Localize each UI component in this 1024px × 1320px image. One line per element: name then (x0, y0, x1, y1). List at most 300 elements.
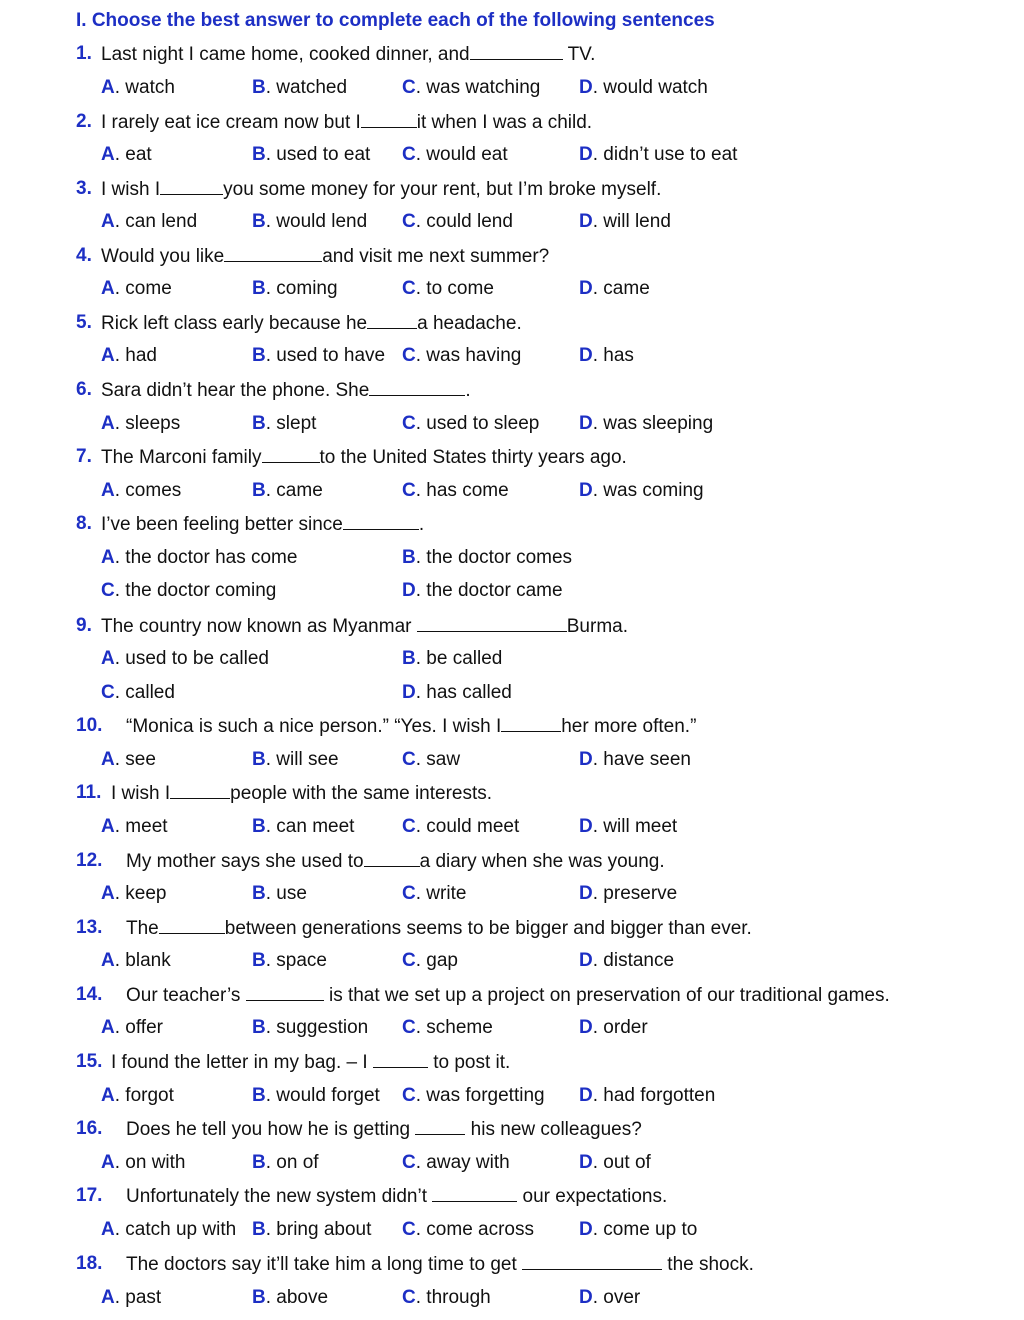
option-separator: . (592, 1152, 604, 1173)
question-text-after: it when I was a child. (416, 112, 593, 133)
answer-option[interactable] (252, 478, 323, 504)
option-letter: A (101, 1017, 115, 1038)
option-text: had forgotten (603, 1085, 716, 1106)
answer-option[interactable] (579, 411, 713, 437)
question-text (101, 243, 549, 270)
option-separator: . (592, 413, 604, 434)
option-text: comes (125, 480, 182, 501)
option-separator: . (265, 1152, 277, 1173)
answer-option[interactable] (101, 1150, 186, 1176)
option-letter: D (579, 413, 593, 434)
answer-option[interactable] (101, 142, 152, 168)
question-text-after: her more often.” (561, 716, 697, 737)
question-text-after: you some money for your rent, but I’m broke myself. (223, 179, 662, 200)
answer-option[interactable] (402, 578, 563, 604)
question-text-before: “Monica is such a nice person.” “Yes. I wish I (126, 716, 502, 737)
option-letter: C (402, 749, 416, 770)
question-text-after: is that we set up a project on preservation of our traditional games. (323, 985, 890, 1006)
question-text (126, 1251, 754, 1278)
option-letter: A (101, 883, 115, 904)
option-letter: C (402, 345, 416, 366)
answer-option[interactable] (252, 142, 370, 168)
option-text: use (276, 883, 307, 904)
option-separator: . (415, 682, 427, 703)
option-separator: . (265, 950, 277, 971)
option-text: saw (426, 749, 461, 770)
option-letter: A (101, 278, 115, 299)
answer-option[interactable] (252, 1217, 371, 1243)
answer-option[interactable] (252, 411, 316, 437)
question-text (101, 41, 595, 68)
answer-blank[interactable] (246, 982, 324, 1001)
answer-blank[interactable] (415, 1116, 465, 1135)
option-separator: . (114, 211, 126, 232)
question-number: 14. (76, 984, 103, 1005)
option-separator: . (114, 1152, 126, 1173)
answer-blank[interactable] (160, 176, 223, 195)
option-letter: C (402, 816, 416, 837)
option-letter: C (101, 682, 115, 703)
option-separator: . (415, 211, 427, 232)
option-letter: B (252, 1219, 266, 1240)
question-text-before: The (126, 918, 159, 939)
question-text-before: The doctors say it’ll take him a long time to get (126, 1254, 523, 1275)
answer-blank[interactable] (159, 915, 225, 934)
option-letter: C (402, 480, 416, 501)
option-text: used to have (276, 345, 386, 366)
option-text: suggestion (276, 1017, 369, 1038)
answer-option[interactable] (402, 1285, 491, 1311)
answer-blank[interactable] (470, 41, 563, 60)
question-text (101, 377, 471, 404)
option-separator: . (114, 883, 126, 904)
option-separator: . (265, 345, 277, 366)
option-separator: . (415, 278, 427, 299)
answer-blank[interactable] (417, 613, 567, 632)
answer-option[interactable] (101, 1285, 161, 1311)
option-letter: C (402, 77, 416, 98)
answer-option[interactable] (101, 411, 180, 437)
answer-option[interactable] (402, 1015, 493, 1041)
option-separator: . (265, 480, 277, 501)
question-text (126, 982, 890, 1009)
question-number: 8. (76, 513, 92, 534)
answer-option[interactable] (579, 881, 677, 907)
answer-option[interactable] (252, 75, 347, 101)
question-number: 5. (76, 312, 92, 333)
question-text (126, 1116, 642, 1143)
option-letter: D (579, 1085, 593, 1106)
option-separator: . (415, 749, 427, 770)
answer-option[interactable] (252, 343, 385, 369)
option-text: gap (426, 950, 458, 971)
option-separator: . (415, 77, 427, 98)
question-number: 18. (76, 1253, 103, 1274)
option-separator: . (592, 1287, 604, 1308)
question-text-after: to the United States thirty years ago. (319, 447, 627, 468)
option-separator: . (265, 1017, 277, 1038)
answer-blank[interactable] (364, 848, 420, 867)
answer-option[interactable] (402, 478, 509, 504)
option-separator: . (114, 580, 126, 601)
answer-option[interactable] (101, 747, 156, 773)
option-letter: A (101, 144, 115, 165)
question-number: 7. (76, 446, 92, 467)
answer-option[interactable] (402, 75, 540, 101)
question-text (111, 1049, 510, 1076)
answer-blank[interactable] (361, 109, 417, 128)
answer-option[interactable] (101, 948, 171, 974)
question-text (101, 176, 661, 203)
option-letter: B (252, 1017, 266, 1038)
answer-option[interactable] (101, 545, 297, 571)
answer-option[interactable] (402, 142, 508, 168)
question-text (101, 109, 592, 136)
option-text: past (125, 1287, 162, 1308)
option-separator: . (415, 1219, 427, 1240)
question-text-after: his new colleagues? (465, 1119, 642, 1140)
answer-option[interactable] (101, 680, 175, 706)
option-text: bring about (276, 1219, 372, 1240)
answer-option[interactable] (101, 1217, 236, 1243)
question-text-after: our expectations. (517, 1186, 668, 1207)
answer-option[interactable] (402, 343, 521, 369)
option-separator: . (114, 1219, 126, 1240)
option-text: come up to (603, 1219, 698, 1240)
answer-option[interactable] (402, 948, 458, 974)
option-text: would watch (603, 77, 708, 98)
option-text: keep (125, 883, 167, 904)
answer-blank[interactable] (170, 780, 230, 799)
question-text (126, 713, 696, 740)
option-separator: . (415, 580, 427, 601)
option-text: was coming (603, 480, 704, 501)
question-text-before: Last night I came home, cooked dinner, and (101, 44, 470, 65)
answer-option[interactable] (252, 1015, 368, 1041)
option-text: can meet (276, 816, 355, 837)
option-separator: . (592, 1219, 604, 1240)
option-text: will meet (603, 816, 678, 837)
answer-option[interactable] (579, 142, 737, 168)
option-letter: D (402, 682, 416, 703)
answer-option[interactable] (579, 948, 674, 974)
answer-option[interactable] (402, 1150, 510, 1176)
option-text: space (276, 950, 327, 971)
question-number: 3. (76, 178, 92, 199)
option-letter: B (252, 480, 266, 501)
question-text-after: TV. (562, 44, 596, 65)
option-text: away with (426, 1152, 510, 1173)
option-letter: D (579, 883, 593, 904)
question-text-before: Unfortunately the new system didn’t (126, 1186, 433, 1207)
option-separator: . (265, 77, 277, 98)
answer-option[interactable] (579, 1285, 640, 1311)
question-text-after: between generations seems to be bigger and bigger than ever. (224, 918, 752, 939)
option-separator: . (265, 1219, 277, 1240)
answer-option[interactable] (402, 1083, 545, 1109)
option-text: used to sleep (426, 413, 540, 434)
option-separator: . (265, 816, 277, 837)
option-text: called (125, 682, 175, 703)
option-separator: . (592, 950, 604, 971)
option-text: will lend (603, 211, 671, 232)
option-separator: . (415, 1017, 427, 1038)
option-letter: C (402, 413, 416, 434)
option-separator: . (114, 345, 126, 366)
option-separator: . (114, 547, 126, 568)
question-text-before: I rarely eat ice cream now but I (101, 112, 361, 133)
answer-option[interactable] (252, 209, 367, 235)
option-separator: . (114, 648, 126, 669)
answer-option[interactable] (101, 209, 197, 235)
question-number: 16. (76, 1118, 103, 1139)
answer-option[interactable] (101, 646, 269, 672)
answer-option[interactable] (402, 814, 519, 840)
question-text-before: I’ve been feeling better since (101, 514, 343, 535)
option-letter: D (579, 480, 593, 501)
option-separator: . (415, 480, 427, 501)
question-text-after: . (465, 380, 471, 401)
option-text: has come (426, 480, 509, 501)
option-separator: . (114, 144, 126, 165)
option-text: have seen (603, 749, 691, 770)
answer-option[interactable] (579, 209, 671, 235)
option-separator: . (265, 1085, 277, 1106)
option-separator: . (114, 1017, 126, 1038)
option-letter: D (579, 345, 593, 366)
question-text-before: Does he tell you how he is getting (126, 1119, 416, 1140)
answer-option[interactable] (252, 1150, 319, 1176)
option-text: watched (276, 77, 348, 98)
option-text: blank (125, 950, 171, 971)
answer-option[interactable] (252, 948, 327, 974)
option-letter: C (402, 1085, 416, 1106)
answer-option[interactable] (579, 1083, 715, 1109)
answer-option[interactable] (101, 75, 175, 101)
answer-option[interactable] (402, 276, 494, 302)
answer-option[interactable] (402, 411, 539, 437)
answer-blank[interactable] (501, 713, 561, 732)
question-text-after: . (418, 514, 425, 535)
option-text: will see (276, 749, 339, 770)
option-text: offer (125, 1017, 163, 1038)
option-separator: . (415, 648, 427, 669)
option-separator: . (265, 749, 277, 770)
option-separator: . (415, 345, 427, 366)
answer-blank[interactable] (373, 1049, 428, 1068)
answer-option[interactable] (101, 1083, 174, 1109)
question-text (101, 444, 627, 471)
option-text: come across (426, 1219, 534, 1240)
answer-option[interactable] (402, 209, 513, 235)
answer-option[interactable] (579, 478, 704, 504)
answer-option[interactable] (252, 1083, 380, 1109)
answer-option[interactable] (101, 881, 167, 907)
option-text: coming (276, 278, 338, 299)
question-text-before: I wish I (111, 783, 171, 804)
option-separator: . (114, 413, 126, 434)
option-text: could meet (426, 816, 520, 837)
option-text: has (603, 345, 634, 366)
answer-option[interactable] (252, 747, 339, 773)
option-text: catch up with (125, 1219, 237, 1240)
option-separator: . (415, 413, 427, 434)
question-number: 4. (76, 245, 92, 266)
answer-blank[interactable] (369, 377, 465, 396)
question-text-after: and visit me next summer? (322, 246, 550, 267)
question-text-before: The country now known as Myanmar (101, 616, 417, 637)
answer-option[interactable] (579, 1150, 651, 1176)
question-number: 13. (76, 917, 103, 938)
answer-option[interactable] (579, 75, 708, 101)
answer-option[interactable] (402, 545, 572, 571)
option-letter: C (402, 950, 416, 971)
answer-option[interactable] (579, 276, 650, 302)
option-text: over (603, 1287, 641, 1308)
option-letter: A (101, 480, 115, 501)
option-letter: A (101, 1085, 115, 1106)
option-separator: . (114, 816, 126, 837)
question-text-before: Our teacher’s (126, 985, 246, 1006)
question-number: 15. (76, 1051, 103, 1072)
option-separator: . (592, 278, 604, 299)
question-text (126, 915, 752, 942)
option-separator: . (114, 1287, 126, 1308)
question-text (101, 511, 424, 538)
answer-option[interactable] (579, 1015, 648, 1041)
answer-option[interactable] (101, 276, 172, 302)
answer-option[interactable] (579, 1217, 697, 1243)
option-separator: . (265, 144, 277, 165)
question-text-after: people with the same interests. (230, 783, 493, 804)
answer-option[interactable] (579, 747, 691, 773)
answer-option[interactable] (402, 680, 512, 706)
option-letter: C (402, 1287, 416, 1308)
answer-blank[interactable] (343, 511, 419, 530)
question-number: 2. (76, 111, 92, 132)
option-separator: . (265, 883, 277, 904)
option-separator: . (415, 950, 427, 971)
option-letter: D (402, 580, 416, 601)
question-text (126, 848, 665, 875)
option-letter: A (101, 749, 115, 770)
option-letter: D (579, 211, 593, 232)
option-text: was watching (426, 77, 541, 98)
option-text: on of (276, 1152, 319, 1173)
answer-blank[interactable] (367, 310, 417, 329)
option-text: out of (603, 1152, 651, 1173)
option-letter: D (579, 816, 593, 837)
answer-option[interactable] (252, 881, 307, 907)
answer-option[interactable] (101, 1015, 163, 1041)
option-letter: C (402, 1152, 416, 1173)
option-letter: A (101, 547, 115, 568)
option-letter: C (402, 1219, 416, 1240)
answer-option[interactable] (252, 814, 354, 840)
question-text-after: the shock. (662, 1254, 754, 1275)
option-letter: B (252, 883, 266, 904)
option-separator: . (592, 883, 604, 904)
answer-option[interactable] (101, 478, 181, 504)
question-text-before: Would you like (101, 246, 225, 267)
option-letter: A (101, 77, 115, 98)
option-text: was sleeping (603, 413, 714, 434)
answer-blank[interactable] (522, 1251, 662, 1270)
option-separator: . (415, 816, 427, 837)
option-letter: B (252, 1152, 266, 1173)
question-text-after: a diary when she was young. (419, 851, 665, 872)
option-letter: C (402, 278, 416, 299)
answer-option[interactable] (101, 814, 168, 840)
answer-option[interactable] (579, 814, 677, 840)
option-text: came (603, 278, 650, 299)
answer-blank[interactable] (262, 444, 320, 463)
option-letter: C (402, 211, 416, 232)
answer-option[interactable] (252, 1285, 328, 1311)
question-text-before: Sara didn’t hear the phone. She (101, 380, 370, 401)
option-text: could lend (426, 211, 513, 232)
question-number: 1. (76, 43, 92, 64)
option-text: watch (125, 77, 175, 98)
question-text-before: I found the letter in my bag. – I (111, 1052, 373, 1073)
option-letter: C (402, 144, 416, 165)
answer-blank[interactable] (432, 1183, 517, 1202)
option-letter: B (252, 211, 266, 232)
option-text: was forgetting (426, 1085, 545, 1106)
option-text: through (426, 1287, 491, 1308)
answer-option[interactable] (402, 881, 466, 907)
option-letter: D (579, 144, 593, 165)
option-letter: D (579, 278, 593, 299)
answer-option[interactable] (252, 276, 338, 302)
option-separator: . (592, 1085, 604, 1106)
option-text: would eat (426, 144, 508, 165)
option-separator: . (592, 211, 604, 232)
answer-option[interactable] (579, 343, 634, 369)
answer-blank[interactable] (224, 243, 322, 262)
page-title: I. Choose the best answer to complete each of the following sentences (76, 10, 715, 31)
answer-option[interactable] (101, 578, 276, 604)
question-number: 9. (76, 615, 92, 636)
option-text: was having (426, 345, 522, 366)
option-letter: A (101, 816, 115, 837)
option-text: come (125, 278, 172, 299)
option-text: would lend (276, 211, 368, 232)
option-separator: . (114, 749, 126, 770)
option-letter: C (101, 580, 115, 601)
option-letter: A (101, 345, 115, 366)
option-letter: A (101, 950, 115, 971)
question-text-before: The Marconi family (101, 447, 262, 468)
option-text: meet (125, 816, 168, 837)
option-separator: . (592, 144, 604, 165)
answer-option[interactable] (402, 646, 502, 672)
option-letter: B (252, 1085, 266, 1106)
question-number: 6. (76, 379, 92, 400)
option-letter: B (252, 77, 266, 98)
answer-option[interactable] (101, 343, 157, 369)
question-text-before: My mother says she used to (126, 851, 364, 872)
answer-option[interactable] (402, 1217, 534, 1243)
option-separator: . (114, 278, 126, 299)
question-number: 10. (76, 715, 103, 736)
answer-option[interactable] (402, 747, 460, 773)
option-separator: . (415, 547, 427, 568)
option-separator: . (592, 1017, 604, 1038)
option-letter: A (101, 211, 115, 232)
question-text-before: Rick left class early because he (101, 313, 368, 334)
option-letter: A (101, 1287, 115, 1308)
